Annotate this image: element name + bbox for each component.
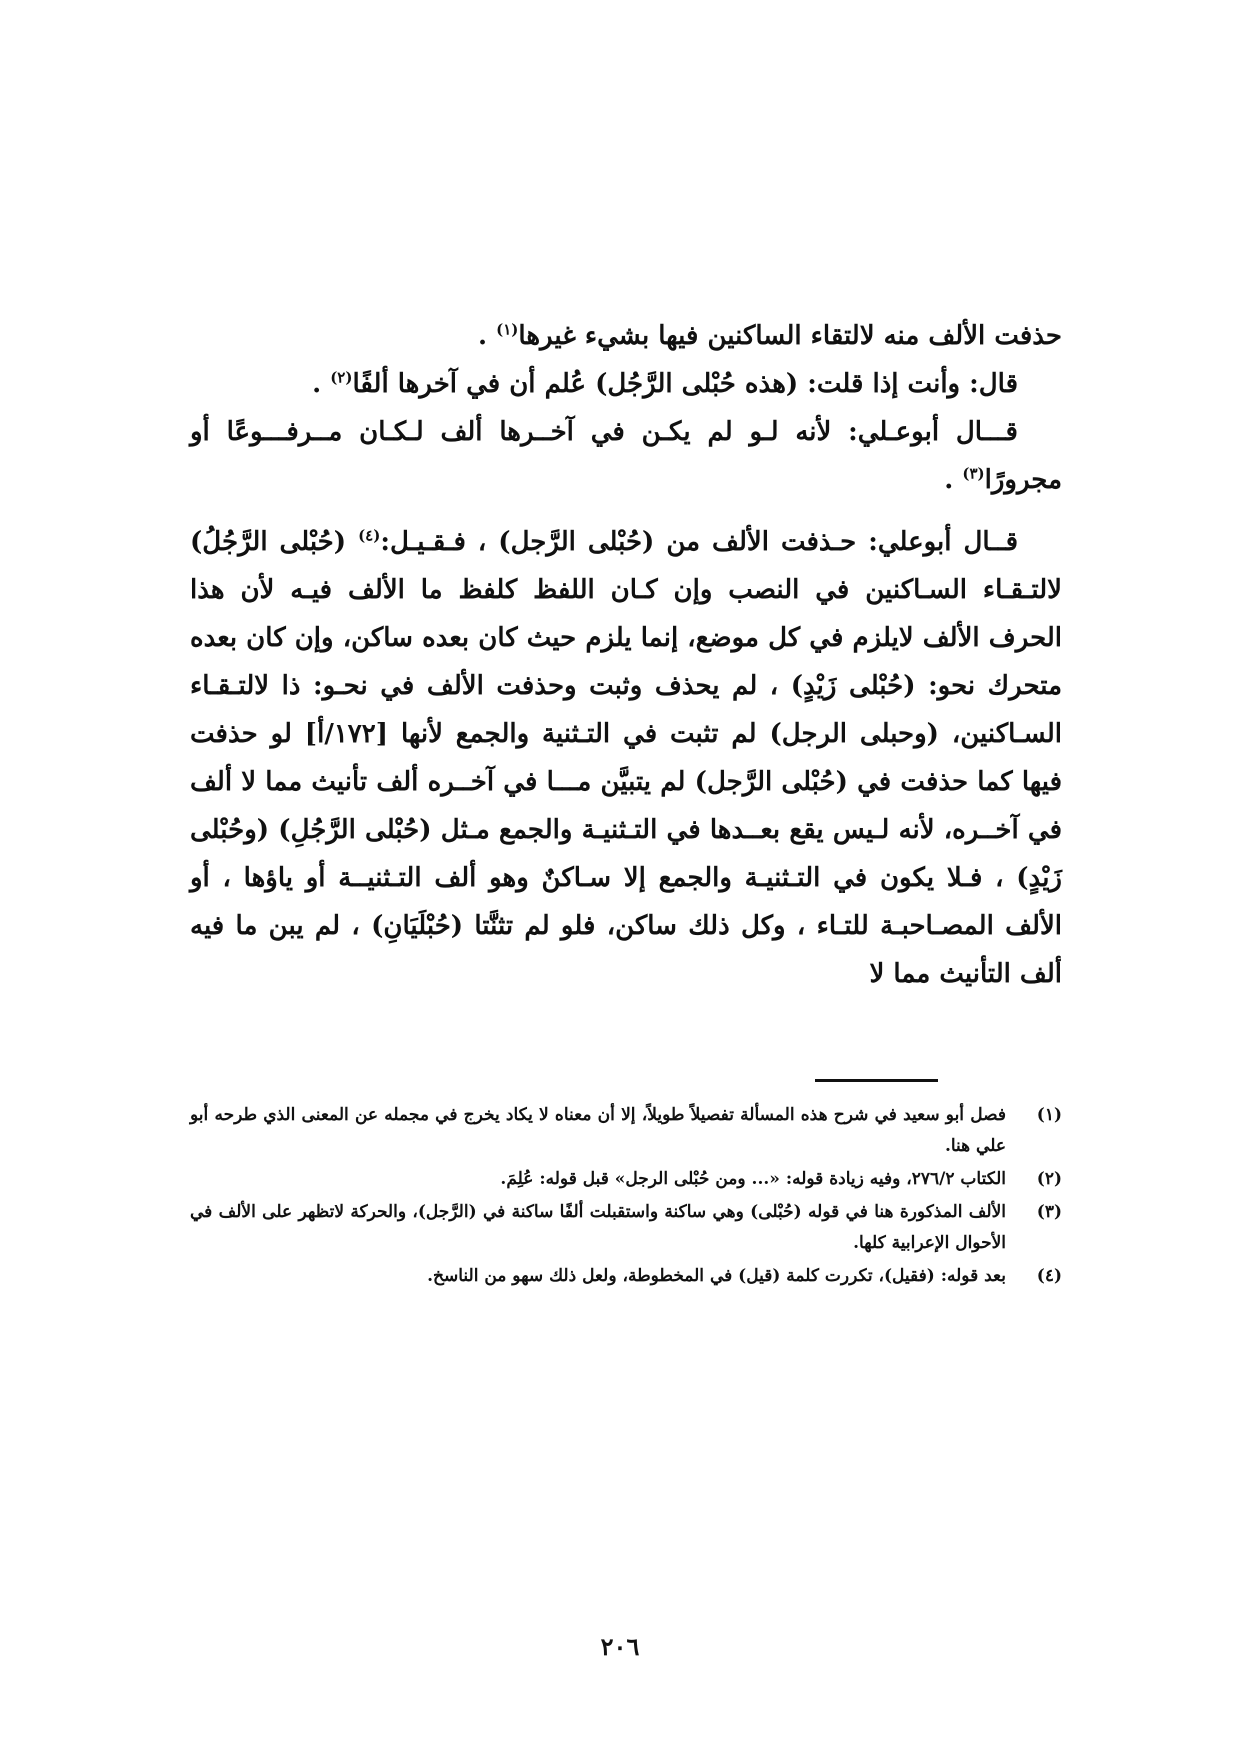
- paragraph-2-lead: قال:: [969, 369, 1018, 399]
- paragraph-2-text: وأنت إذا قلت: (هذه حُبْلى الرَّجُل) عُلم أن في آخرها ألفًا: [352, 369, 970, 399]
- footnote-text: الكتاب ٢٧٦/٢، وفيه زيادة قوله: «... ومن حُبْلى الرجل» قبل قوله: عُلِمَ.: [500, 1169, 1006, 1189]
- paragraph-2: [190, 360, 1062, 408]
- footnote-number: (٤): [1036, 1266, 1062, 1286]
- footnote-text: فصل أبو سعيد في شرح هذه المسألة تفصيلاً طويلاً، إلا أن معناه لا يكاد يخرج في مجمله عن المعنى الذي طرحه أبو علي هنا.: [190, 1105, 1006, 1156]
- footnote-number: (٢): [1036, 1169, 1062, 1189]
- footnote-ref-4: (٤): [358, 526, 381, 545]
- footnote-2: [190, 1164, 1062, 1195]
- footnote-1: [190, 1100, 1062, 1162]
- footnote-divider: [815, 1079, 938, 1082]
- paragraph-3: [190, 408, 1062, 504]
- paragraph-2-end: .: [312, 369, 331, 399]
- footnotes: [190, 1100, 1062, 1294]
- paragraph-1: [190, 312, 1062, 360]
- footnote-number: (٣): [1036, 1202, 1062, 1222]
- main-text: [190, 312, 1062, 998]
- footnote-3: [190, 1197, 1062, 1259]
- footnote-4: [190, 1261, 1062, 1292]
- paragraph-4-text-a: قــال أبوعلي: حـذفت الألف من (حُبْلى الرَّجل) ، فـقـيـل:: [380, 527, 1018, 557]
- paragraph-3-end: .: [944, 465, 963, 495]
- paragraph-1-end: .: [478, 321, 497, 351]
- page-number: ٢٠٦: [600, 1632, 640, 1661]
- footnote-ref-1: (١): [496, 320, 519, 339]
- footnote-ref-3: (٣): [962, 464, 985, 483]
- footnote-text: بعد قوله: (فقيل)، تكررت كلمة (قيل) في المخطوطة، ولعل ذلك سهو من الناسخ.: [427, 1266, 1006, 1286]
- footnote-text: الألف المذكورة هنا في قوله (حُبْلى) وهي ساكنة واستقبلت ألفًا ساكنة في (الرَّجل)، والحركة لاتظهر على الألف في الأحوال الإعرابية كلها.: [190, 1202, 1006, 1253]
- footnote-number: (١): [1036, 1105, 1062, 1125]
- paragraph-4: [190, 518, 1062, 998]
- paragraph-3-text: قـــال أبوعـلي: لأنه لـو لم يكـن في آخــرها ألف لـكـان مــرفـــوعًا أو مجرورًا: [190, 417, 1062, 495]
- paragraph-1-text: حذفت الألف منه لالتقاء الساكنين فيها بشيء غيرها: [518, 321, 1062, 351]
- footnote-ref-2: (٢): [330, 368, 353, 387]
- paragraph-4-text-b: (حُبْلى الرَّجُلُ) لالتـقـاء السـاكنين في النصب وإن كـان اللفظ كلفظ ما الألف فيـه لأن هذا الحرف الألف لايلزم في كل موضع، إنما يلزم حيث كان بعده ساكن، وإن كان بعده متحرك نحو: (حُبْلى زَيْدٍ) ، لم يحذف وثبت وحذفت الألف في نحـو: ذا لالتـقـاء السـاكنين، (وحبلى الرجل) لم تثبت في التـثنية والجمع لأنها [١٧٢/أ] لو حذفت فيها كما حذفت في (حُبْلى الرَّجل) لم يتبيَّن مـــا في آخــره ألف تأنيث مما لا ألف في آخــره، لأنه لـيس يقع بعــدها في التـثنيـة والجمع مـثل (حُبْلى الرَّجُلِ) (وحُبْلى زَيْدٍ) ، فـلا يكون في التـثنيـة والجمع إلا سـاكنٌ وهو ألف التـثنيــة أو ياؤها ، أو الألف المصـاحبـة للتـاء ، وكل ذلك ساكن، فلو لم تثنَّتا (حُبْلَيَانِ) ، لم يبن ما فيه ألف التأنيث مما لا: [190, 527, 1062, 989]
